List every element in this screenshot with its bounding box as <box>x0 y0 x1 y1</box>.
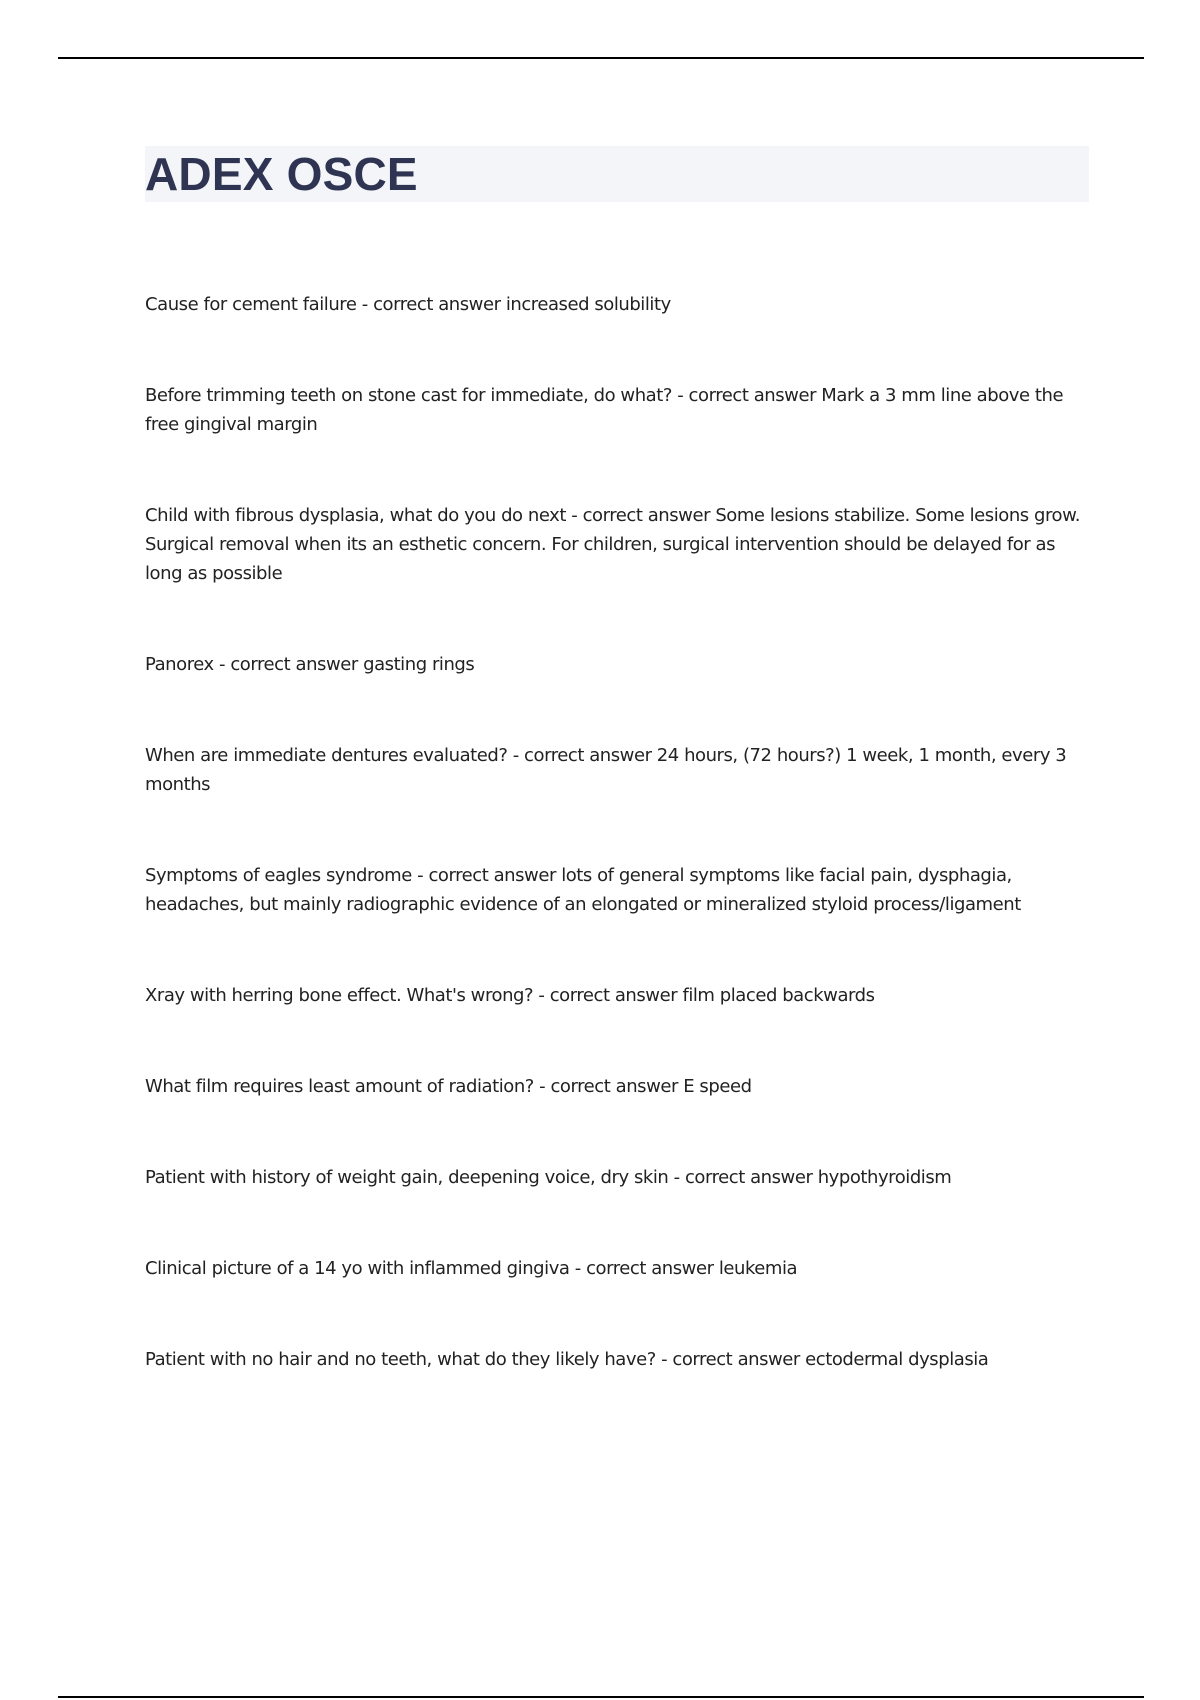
qa-item <box>145 741 1085 799</box>
top-rule <box>58 57 1144 59</box>
answer-label: - correct answer <box>213 654 364 675</box>
question: Child with fibrous dysplasia, what do you do next <box>145 505 566 526</box>
answer-label: - correct answer <box>507 745 657 766</box>
question: Symptoms of eagles syndrome <box>145 865 412 886</box>
question: Cause for cement failure <box>145 294 357 315</box>
answer: film placed backwards <box>682 985 875 1006</box>
answer: ectodermal dysplasia <box>805 1349 989 1370</box>
question: Panorex <box>145 654 214 675</box>
answer-label: - correct answer <box>411 865 562 886</box>
qa-item <box>145 861 1085 919</box>
qa-list <box>145 290 1085 1436</box>
answer-label: - correct answer <box>533 985 683 1006</box>
answer-label: - correct answer <box>356 294 506 315</box>
qa-item <box>145 501 1085 588</box>
answer-label: - correct answer <box>565 505 716 526</box>
answer-label: - correct answer <box>569 1258 719 1279</box>
question: Clinical picture of a 14 yo with inflammed gingiva <box>145 1258 570 1279</box>
answer-label: - correct answer <box>655 1349 806 1370</box>
answer: 24 hours, (72 hours?) 1 week, 1 month, every 3 months <box>145 745 1067 795</box>
answer: lots of general symptoms like facial pain, dysphagia, headaches, but mainly radiographic evidence of an elongated or mineralized styloid process/ligament <box>145 865 1021 915</box>
answer-label: - correct answer <box>671 385 822 406</box>
qa-item <box>145 1072 1085 1101</box>
qa-item <box>145 981 1085 1010</box>
answer: increased solubility <box>505 294 671 315</box>
answer: gasting rings <box>363 654 475 675</box>
page-title: ADEX OSCE <box>145 148 418 200</box>
qa-item <box>145 290 1085 319</box>
answer-label: - correct answer <box>668 1167 818 1188</box>
qa-item <box>145 1345 1085 1374</box>
qa-item <box>145 1163 1085 1192</box>
question: Xray with herring bone effect. What's wrong? <box>145 985 534 1006</box>
answer: E speed <box>683 1076 752 1097</box>
answer: Mark a 3 mm line above the free gingival margin <box>145 385 1064 435</box>
answer: hypothyroidism <box>817 1167 952 1188</box>
qa-item <box>145 1254 1085 1283</box>
answer-label: - correct answer <box>533 1076 684 1097</box>
answer: Some lesions stabilize. Some lesions grow. Surgical removal when its an esthetic concern. For children, surgical intervention should be delayed for as long as possible <box>145 505 1080 584</box>
question: Patient with no hair and no teeth, what do they likely have? <box>145 1349 656 1370</box>
bottom-rule <box>58 1696 1144 1698</box>
question: When are immediate dentures evaluated? <box>145 745 508 766</box>
question: Before trimming teeth on stone cast for immediate, do what? <box>145 385 672 406</box>
question: What film requires least amount of radiation? <box>145 1076 534 1097</box>
qa-item <box>145 381 1085 439</box>
qa-item <box>145 650 1085 679</box>
answer: leukemia <box>718 1258 798 1279</box>
question: Patient with history of weight gain, deepening voice, dry skin <box>145 1167 669 1188</box>
